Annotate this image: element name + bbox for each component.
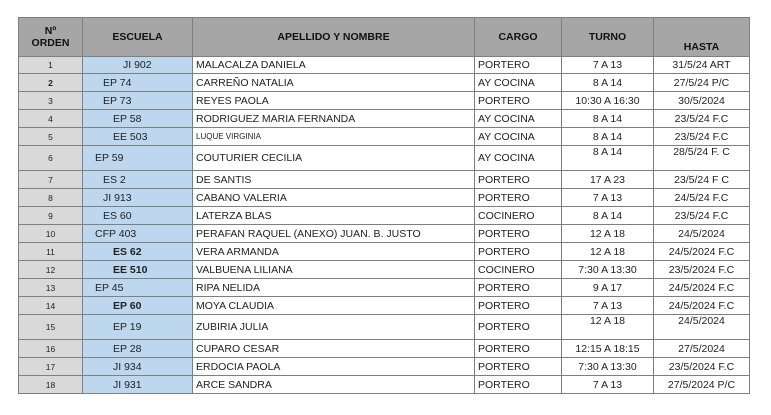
cell-escuela: ES 60: [83, 207, 193, 225]
header-cargo: CARGO: [475, 18, 562, 57]
cell-cargo: PORTERO: [475, 171, 562, 189]
cell-escuela: JI 913: [83, 189, 193, 207]
cell-turno: 9 A 17: [562, 279, 654, 297]
cell-apellido-nombre: VALBUENA LILIANA: [193, 261, 475, 279]
assignments-table: [18, 17, 750, 394]
cell-apellido-nombre: CABANO VALERIA: [193, 189, 475, 207]
table-row: [19, 207, 750, 225]
cell-hasta: 23/5/2024 F.C: [654, 358, 750, 376]
header-row: [19, 18, 750, 57]
cell-turno: 7 A 13: [562, 189, 654, 207]
cell-escuela: CFP 403: [83, 225, 193, 243]
table-row: [19, 315, 750, 340]
cell-hasta: 23/5/2024 F.C: [654, 261, 750, 279]
cell-hasta: 23/5/24 F.C: [654, 207, 750, 225]
cell-apellido-nombre: MALACALZA DANIELA: [193, 57, 475, 74]
cell-orden: 14: [19, 297, 83, 315]
cell-apellido-nombre: CUPARO CESAR: [193, 340, 475, 358]
cell-escuela: EP 28: [83, 340, 193, 358]
cell-turno: 17 A 23: [562, 171, 654, 189]
cell-escuela: JI 934: [83, 358, 193, 376]
table-row: [19, 57, 750, 74]
table-row: [19, 110, 750, 128]
cell-escuela: ES 2: [83, 171, 193, 189]
cell-apellido-nombre: CARREÑO NATALIA: [193, 74, 475, 92]
cell-hasta: 31/5/24 ART: [654, 57, 750, 74]
cell-hasta: 27/5/24 P/C: [654, 74, 750, 92]
table-row: [19, 279, 750, 297]
cell-turno: 10:30 A 16:30: [562, 92, 654, 110]
cell-apellido-nombre: RIPA NELIDA: [193, 279, 475, 297]
cell-cargo: AY COCINA: [475, 128, 562, 146]
cell-cargo: AY COCINA: [475, 110, 562, 128]
table-row: [19, 358, 750, 376]
cell-apellido-nombre: LATERZA BLAS: [193, 207, 475, 225]
cell-cargo: PORTERO: [475, 376, 562, 394]
cell-hasta: 24/5/2024 F.C: [654, 297, 750, 315]
cell-turno: 12 A 18: [562, 225, 654, 243]
cell-orden: 11: [19, 243, 83, 261]
cell-escuela: EP 19: [83, 315, 193, 340]
cell-orden: 4: [19, 110, 83, 128]
cell-hasta: 30/5/2024: [654, 92, 750, 110]
cell-cargo: PORTERO: [475, 315, 562, 340]
cell-orden: 6: [19, 146, 83, 171]
cell-turno: 12 A 18: [562, 315, 654, 340]
header-turno: TURNO: [562, 18, 654, 57]
cell-apellido-nombre: ARCE SANDRA: [193, 376, 475, 394]
cell-turno: 8 A 14: [562, 146, 654, 171]
cell-turno: 7:30 A 13:30: [562, 261, 654, 279]
cell-hasta: 23/5/24 F.C: [654, 128, 750, 146]
cell-turno: 7 A 13: [562, 376, 654, 394]
cell-orden: 8: [19, 189, 83, 207]
cell-orden: 9: [19, 207, 83, 225]
cell-apellido-nombre: VERA ARMANDA: [193, 243, 475, 261]
cell-orden: 15: [19, 315, 83, 340]
cell-orden: 18: [19, 376, 83, 394]
cell-hasta: 28/5/24 F. C: [654, 146, 750, 171]
cell-turno: 8 A 14: [562, 74, 654, 92]
cell-turno: 7:30 A 13:30: [562, 358, 654, 376]
cell-cargo: PORTERO: [475, 92, 562, 110]
header-hasta: HASTA: [654, 18, 750, 57]
cell-escuela: EP 59: [83, 146, 193, 171]
cell-hasta: 24/5/2024: [654, 225, 750, 243]
cell-escuela: EP 60: [83, 297, 193, 315]
cell-cargo: AY COCINA: [475, 146, 562, 171]
cell-escuela: JI 931: [83, 376, 193, 394]
cell-apellido-nombre: ERDOCIA PAOLA: [193, 358, 475, 376]
cell-orden: 10: [19, 225, 83, 243]
cell-escuela: EP 74: [83, 74, 193, 92]
cell-cargo: PORTERO: [475, 225, 562, 243]
cell-escuela: EE 503: [83, 128, 193, 146]
cell-apellido-nombre: PERAFAN RAQUEL (ANEXO) JUAN. B. JUSTO: [193, 225, 475, 243]
cell-hasta: 24/5/2024: [654, 315, 750, 340]
cell-hasta: 27/5/2024 P/C: [654, 376, 750, 394]
table-row: [19, 92, 750, 110]
cell-cargo: PORTERO: [475, 340, 562, 358]
cell-escuela: EP 45: [83, 279, 193, 297]
table-row: [19, 225, 750, 243]
cell-cargo: PORTERO: [475, 297, 562, 315]
table-row: [19, 189, 750, 207]
cell-escuela: EP 58: [83, 110, 193, 128]
cell-turno: 8 A 14: [562, 207, 654, 225]
header-orden: Nº ORDEN: [19, 18, 83, 57]
cell-turno: 7 A 13: [562, 297, 654, 315]
table-row: [19, 261, 750, 279]
cell-orden: 12: [19, 261, 83, 279]
cell-apellido-nombre: RODRIGUEZ MARIA FERNANDA: [193, 110, 475, 128]
cell-cargo: COCINERO: [475, 261, 562, 279]
cell-apellido-nombre: COUTURIER CECILIA: [193, 146, 475, 171]
header-escuela: ESCUELA: [83, 18, 193, 57]
cell-hasta: 23/5/24 F C: [654, 171, 750, 189]
cell-cargo: PORTERO: [475, 189, 562, 207]
header-apellido: APELLIDO Y NOMBRE: [193, 18, 475, 57]
cell-apellido-nombre: LUQUE VIRGINIA: [193, 128, 475, 146]
cell-escuela: ES 62: [83, 243, 193, 261]
cell-cargo: PORTERO: [475, 279, 562, 297]
cell-orden: 3: [19, 92, 83, 110]
table-row: [19, 297, 750, 315]
cell-turno: 8 A 14: [562, 128, 654, 146]
cell-orden: 1: [19, 57, 83, 74]
table-row: [19, 146, 750, 171]
cell-cargo: PORTERO: [475, 243, 562, 261]
cell-orden: 17: [19, 358, 83, 376]
cell-apellido-nombre: REYES PAOLA: [193, 92, 475, 110]
cell-hasta: 24/5/2024 F.C: [654, 279, 750, 297]
table-body: [19, 57, 750, 394]
table-row: [19, 171, 750, 189]
table-row: [19, 128, 750, 146]
cell-orden: 16: [19, 340, 83, 358]
cell-apellido-nombre: ZUBIRIA JULIA: [193, 315, 475, 340]
cell-turno: 12 A 18: [562, 243, 654, 261]
cell-cargo: PORTERO: [475, 358, 562, 376]
cell-hasta: 24/5/24 F.C: [654, 189, 750, 207]
cell-orden: 13: [19, 279, 83, 297]
cell-cargo: COCINERO: [475, 207, 562, 225]
cell-apellido-nombre: MOYA CLAUDIA: [193, 297, 475, 315]
cell-hasta: 23/5/24 F.C: [654, 110, 750, 128]
cell-apellido-nombre: DE SANTIS: [193, 171, 475, 189]
cell-hasta: 24/5/2024 F.C: [654, 243, 750, 261]
cell-escuela: EE 510: [83, 261, 193, 279]
cell-escuela: JI 902: [83, 57, 193, 74]
cell-turno: 7 A 13: [562, 57, 654, 74]
cell-orden: 2: [19, 74, 83, 92]
table-row: [19, 340, 750, 358]
cell-turno: 8 A 14: [562, 110, 654, 128]
table-row: [19, 243, 750, 261]
cell-cargo: AY COCINA: [475, 74, 562, 92]
cell-orden: 5: [19, 128, 83, 146]
cell-cargo: PORTERO: [475, 57, 562, 74]
table-row: [19, 74, 750, 92]
table-row: [19, 376, 750, 394]
cell-hasta: 27/5/2024: [654, 340, 750, 358]
cell-turno: 12:15 A 18:15: [562, 340, 654, 358]
cell-escuela: EP 73: [83, 92, 193, 110]
cell-orden: 7: [19, 171, 83, 189]
